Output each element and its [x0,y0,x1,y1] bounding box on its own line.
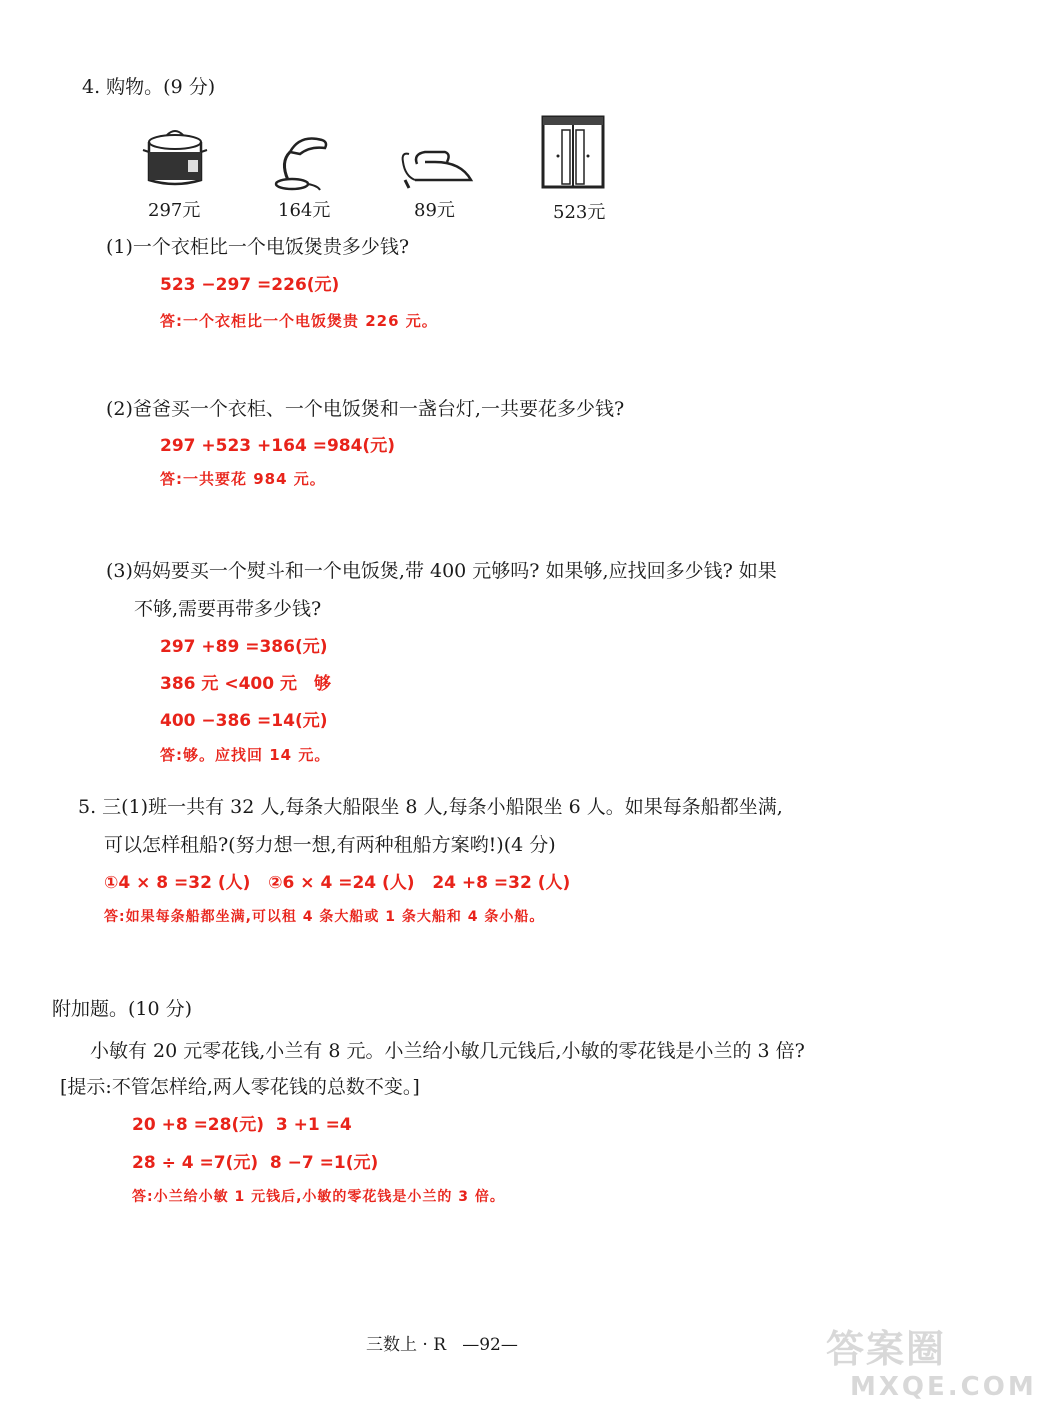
q5-calc: ①4 × 8 =32 (人) ②6 × 4 =24 (人) 24 +8 =32 (人) [104,873,571,893]
wardrobe-icon [540,114,606,190]
q4-sub2-question: (2)爸爸买一个衣柜、一个电饭煲和一盏台灯,一共要花多少钱? [106,398,625,420]
price-label: 89元 [414,200,455,221]
q4-sub3-calc2: 386 元 <400 元 [160,674,297,694]
extra-calc2: 28 ÷ 4 =7(元) 8 −7 =1(元) [132,1153,379,1173]
extra-calc1: 20 +8 =28(元) 3 +1 =4 [132,1115,352,1135]
price-label: 297元 [148,200,201,221]
price-label: 523元 [553,202,606,223]
extra-answer: 答:小兰给小敏 1 元钱后,小敏的零花钱是小兰的 3 倍。 [132,1189,505,1205]
q5-question-line1: 5. 三(1)班一共有 32 人,每条大船限坐 8 人,每条小船限坐 6 人。如果每条船都坐满, [78,796,783,818]
iron-icon [395,140,475,192]
q4-sub3-question-line2: 不够,需要再带多少钱? [134,598,322,620]
watermark-url: MXQE.COM [850,1372,1037,1402]
q4-sub3-question-line1: (3)妈妈要买一个熨斗和一个电饭煲,带 400 元够吗? 如果够,应找回多少钱? 如果 [106,560,777,582]
q4-sub2-answer: 答:一共要花 984 元。 [160,470,326,488]
price-label: 164元 [278,200,331,221]
q4-sub1-calc: 523 −297 =226(元) [160,275,340,295]
extra-title: 附加题。(10 分) [52,998,193,1020]
q4-sub2-calc: 297 +523 +164 =984(元) [160,436,395,456]
q4-title: 4. 购物。(9 分) [82,76,216,98]
extra-question: 小敏有 20 元零花钱,小兰有 8 元。小兰给小敏几元钱后,小敏的零花钱是小兰的 3 倍? [90,1040,805,1062]
q4-sub1-answer: 答:一个衣柜比一个电饭煲贵 226 元。 [160,312,438,330]
q4-sub3-calc2-note: 够 [314,674,331,694]
rice-cooker-icon [140,122,210,190]
page-footer: 三数上 · R —92— [366,1335,518,1355]
q4-sub3-calc1: 297 +89 =386(元) [160,637,328,657]
q4-sub3-calc3: 400 −386 =14(元) [160,711,328,731]
q4-sub3-answer: 答:够。应找回 14 元。 [160,746,331,764]
desk-lamp-icon [270,132,332,192]
q4-sub1-question: (1)一个衣柜比一个电饭煲贵多少钱? [106,236,410,258]
watermark-logo: 答案圈 [826,1327,947,1371]
q5-question-line2: 可以怎样租船?(努力想一想,有两种租船方案哟!)(4 分) [104,834,556,856]
extra-hint: [提示:不管怎样给,两人零花钱的总数不变。] [60,1076,420,1098]
q5-answer: 答:如果每条船都坐满,可以租 4 条大船或 1 条大船和 4 条小船。 [104,909,545,925]
